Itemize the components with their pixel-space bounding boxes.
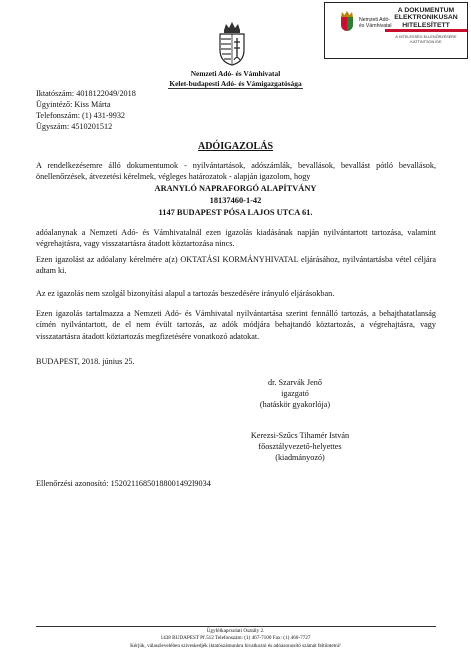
signer-deputy-name: Kerezsi-Szűcs Tihamér István (250, 431, 350, 440)
stamp-title-line3: HITELESÍTETT (402, 21, 450, 29)
intro-paragraph: A rendelkezésemre álló dokumentumok - nyilvántartások, adószámlák, bevallások, bevallást pótló bevallások, önellenőrzések, átvezetési kérelmek, végleges határozatok - alapján igazolom, hogy (36, 161, 436, 182)
stamp-title (387, 7, 465, 29)
coat-of-arms-icon (214, 22, 250, 66)
directorate-name: Kelet-budapesti Adó- és Vámigazgatósága (169, 79, 302, 88)
subject-tax-number: 18137460-1-42 (209, 195, 262, 205)
signer-deputy (200, 430, 400, 463)
footer-department: Ügyfélkapcsolati Osztály 2. (206, 628, 265, 634)
stamp-verify-line1: A HITELESSÉG ELLENŐRZÉSÉRE (395, 35, 457, 39)
signer-director-name: dr. Szarvák Jenő (268, 378, 322, 387)
footer-divider (36, 626, 436, 627)
verification-id: Ellenőrzési azonosító: 15202116850188001492l9034 (36, 479, 211, 488)
case-number: Ügyszám: 4510201512 (36, 122, 113, 131)
meta-block (36, 88, 136, 132)
filing-number: Iktatószám: 4018122049/2018 (36, 89, 136, 98)
phone-number: Telefonszám: (1) 431-9932 (36, 111, 126, 120)
stamp-verify-line2: KATTINTSON IDE (410, 39, 442, 44)
authentication-stamp[interactable] (324, 2, 468, 59)
page-title: ADÓIGAZOLÁS (197, 141, 273, 152)
stamp-agency-line2: és Vámhivatal (359, 23, 392, 29)
footer-instruction: Kérjük, válaszlevelében szíveskedjék iktatószámunkra hivatkozni és adóazonosító számát feltüntetni! (130, 643, 341, 649)
footer-contact: 1438 BUDAPEST Pf.512 Telefonszám: (1) 467-7100 Fax: (1) 460-7727 (160, 635, 311, 641)
subject-block (0, 183, 471, 218)
paragraph-purpose: Ezen igazolást az adóalany kérelmére a(z) OKTATÁSI KORMÁNYHIVATAL eljárásához, nyilvántartásba vétel céljára adtam ki. (36, 255, 436, 276)
coat-of-arms-icon (341, 17, 353, 31)
paragraph-status: adóalanynak a Nemzeti Adó- és Vámhivatalnál ezen igazolás kiadásának napján nyilvántartott tartozása, valamint végrehajtásra, vagy visszatartásra átadott köztartozása nincs. (36, 228, 436, 249)
place-date: BUDAPEST, 2018. június 25. (36, 357, 135, 366)
stamp-verify-link[interactable] (385, 35, 467, 44)
stamp-title-line2: ELEKTRONIKUSAN (394, 14, 458, 22)
signer-director-role: igazgató (281, 389, 309, 398)
signer-director (240, 377, 350, 410)
subject-address: 1147 BUDAPEST PÓSA LAJOS UTCA 61. (158, 207, 313, 217)
case-officer: Ügyintéző: Kiss Márta (36, 100, 111, 109)
stamp-title-line1: A DOKUMENTUM (397, 7, 455, 14)
signer-deputy-note: (kiadmányozó) (275, 453, 325, 462)
header-underline (168, 88, 303, 89)
subject-name: ARANYLÓ NAPRAFORGÓ ALAPÍTVÁNY (154, 184, 317, 193)
paragraph-contents: Ezen igazolás tartalmazza a Nemzeti Adó- és Vámhivatal nyilvántartása szerint fennálló tartozás, a behajthatatlanság címén nyilvántartott, de el nem évült tartozás, az adók módjára behajtandó köztartozás, a végrehajtásra, vagy visszatartásra átadott köztartozás megfizetésére vonatkozó adatokat. (36, 309, 436, 341)
signer-director-note: (hatáskör gyakorlója) (259, 400, 331, 409)
paragraph-disclaimer: Az ez igazolás nem szolgál bizonyítási alapul a tartozás beszedésére irányuló eljárásokban. (36, 289, 335, 298)
stamp-agency-line1: Nemzeti Adó- (359, 17, 391, 23)
agency-name: Nemzeti Adó- és Vámhivatal (190, 69, 281, 78)
signer-deputy-role: főosztályvezető-helyettes (258, 442, 342, 451)
stamp-red-bar (385, 29, 467, 32)
